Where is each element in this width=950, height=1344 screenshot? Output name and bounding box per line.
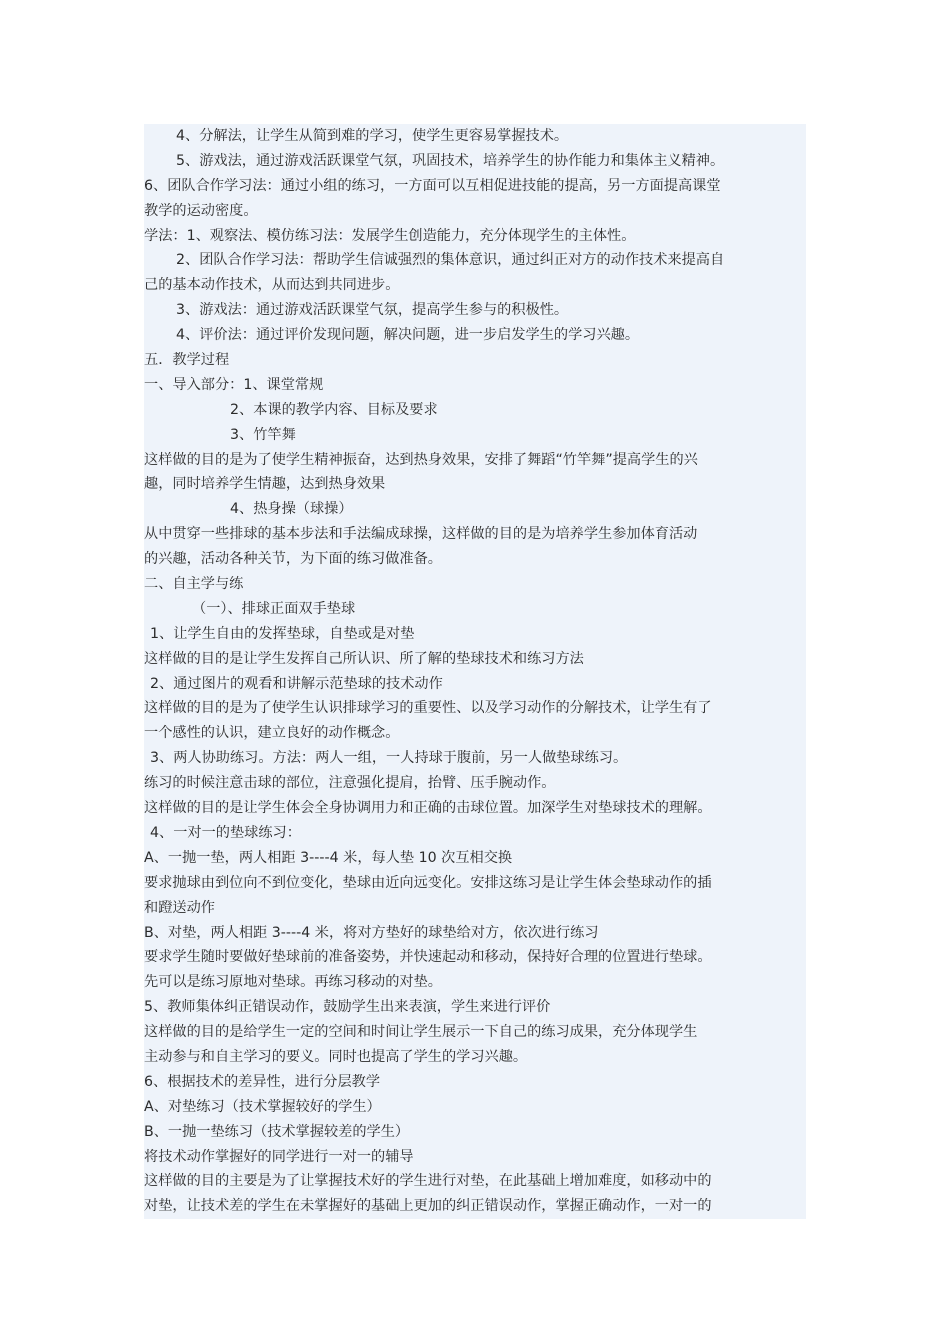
paragraph-line: 这样做的目的主要是为了让掌握技术好的学生进行对垫，在此基础上增加难度，如移动中的	[144, 1173, 712, 1190]
method-line-game: 5、游戏法，通过游戏活跃课堂气氛，巩固技术，培养学生的协作能力和集体主义精神。	[176, 152, 725, 169]
study-method-heading: 学法：1、观察法、模仿练习法：发展学生创造能力，充分体现学生的主体性。	[144, 227, 636, 244]
paragraph-line: 将技术动作掌握好的同学进行一对一的辅导	[144, 1148, 414, 1165]
document-body	[144, 124, 806, 1219]
step-line: 6、根据技术的差异性，进行分层教学	[144, 1073, 381, 1090]
paragraph-line: B、对垫，两人相距 3----4 米，将对方垫好的球垫给对方，依次进行练习	[144, 924, 599, 941]
intro-item-warmup: 4、热身操（球操）	[230, 501, 353, 518]
paragraph-line: A、一抛一垫，两人相距 3----4 米，每人垫 10 次互相交换	[144, 849, 513, 866]
paragraph-line: 这样做的目的是给学生一定的空间和时间让学生展示一下自己的练习成果，充分体现学生	[144, 1024, 698, 1041]
paragraph-line: 从中贯穿一些排球的基本步法和手法编成球操，这样做的目的是为培养学生参加体育活动	[144, 526, 698, 543]
paragraph-line: 和蹬送动作	[144, 899, 215, 916]
paragraph-line: 要求抛球由到位向不到位变化，垫球由近向远变化。安排这练习是让学生体会垫球动作的插	[144, 874, 712, 891]
study-method-game: 3、游戏法：通过游戏活跃课堂气氛，提高学生参与的积极性。	[176, 302, 569, 319]
intro-item-bamboo-dance: 3、竹竿舞	[230, 426, 296, 443]
step-line: 1、让学生自由的发挥垫球，自垫或是对垫	[150, 625, 415, 642]
method-line-decomposition: 4、分解法，让学生从简到难的学习，使学生更容易掌握技术。	[176, 128, 569, 144]
paragraph-line: 这样做的目的是让学生体会全身协调用力和正确的击球位置。加深学生对垫球技术的理解。	[144, 800, 712, 817]
study-method-evaluation: 4、评价法：通过评价发现问题，解决问题，进一步启发学生的学习兴趣。	[176, 327, 640, 344]
paragraph-line: A、对垫练习（技术掌握较好的学生）	[144, 1098, 381, 1115]
paragraph-line: 这样做的目的是让学生发挥自己所认识、所了解的垫球技术和练习方法	[144, 650, 584, 667]
step-line: 2、通过图片的观看和讲解示范垫球的技术动作	[150, 675, 443, 692]
section-heading-self-study: 二、自主学与练	[144, 576, 244, 593]
paragraph-line: 对垫，让技术差的学生在未掌握好的基础上更加的纠正错误动作，掌握正确动作，一对一的	[144, 1198, 712, 1215]
paragraph-line: B、一抛一垫练习（技术掌握较差的学生）	[144, 1123, 410, 1140]
study-method-team: 2、团队合作学习法：帮助学生信诚强烈的集体意识，通过纠正对方的动作技术来提高自	[176, 252, 725, 269]
method-line-team: 6、团队合作学习法：通过小组的练习，一方面可以互相促进技能的提高，另一方面提高课堂	[144, 177, 721, 194]
intro-item-content: 2、本课的教学内容、目标及要求	[230, 401, 438, 418]
paragraph-line: 先可以是练习原地对垫球。再练习移动的对垫。	[144, 974, 442, 991]
section-heading-teaching-process: 五．教学过程	[144, 352, 230, 369]
study-method-team-cont: 己的基本动作技术，从而达到共同进步。	[144, 277, 400, 294]
paragraph-line: 要求学生随时要做好垫球前的准备姿势，并快速起动和移动，保持好合理的位置进行垫球。	[144, 949, 712, 966]
paragraph-line: 练习的时候注意击球的部位，注意强化提肩，抬臂、压手腕动作。	[144, 775, 556, 792]
subsection-heading-volleyball: （一）、排球正面双手垫球	[192, 600, 356, 617]
paragraph-line: 这样做的目的是为了使学生认识排球学习的重要性、以及学习动作的分解技术，让学生有了	[144, 700, 712, 717]
paragraph-line: 趣，同时培养学生情趣，达到热身效果	[144, 476, 386, 493]
paragraph-line: 主动参与和自主学习的要义。同时也提高了学生的学习兴趣。	[144, 1048, 528, 1065]
step-line: 5、教师集体纠正错误动作，鼓励学生出来表演，学生来进行评价	[144, 999, 551, 1016]
paragraph-line: 的兴趣，活动各种关节，为下面的练习做准备。	[144, 551, 442, 568]
step-line: 3、两人协助练习。方法：两人一组，一人持球于腹前，另一人做垫球练习。	[150, 750, 628, 767]
method-line-team-cont: 教学的运动密度。	[144, 202, 258, 219]
intro-part-heading: 一、导入部分：1、课堂常规	[144, 376, 324, 393]
paragraph-line: 这样做的目的是为了使学生精神振奋，达到热身效果，安排了舞蹈“竹竿舞”提高学生的兴	[144, 451, 698, 468]
paragraph-line: 一个感性的认识，建立良好的动作概念。	[144, 725, 400, 742]
step-line: 4、一对一的垫球练习：	[150, 824, 301, 841]
